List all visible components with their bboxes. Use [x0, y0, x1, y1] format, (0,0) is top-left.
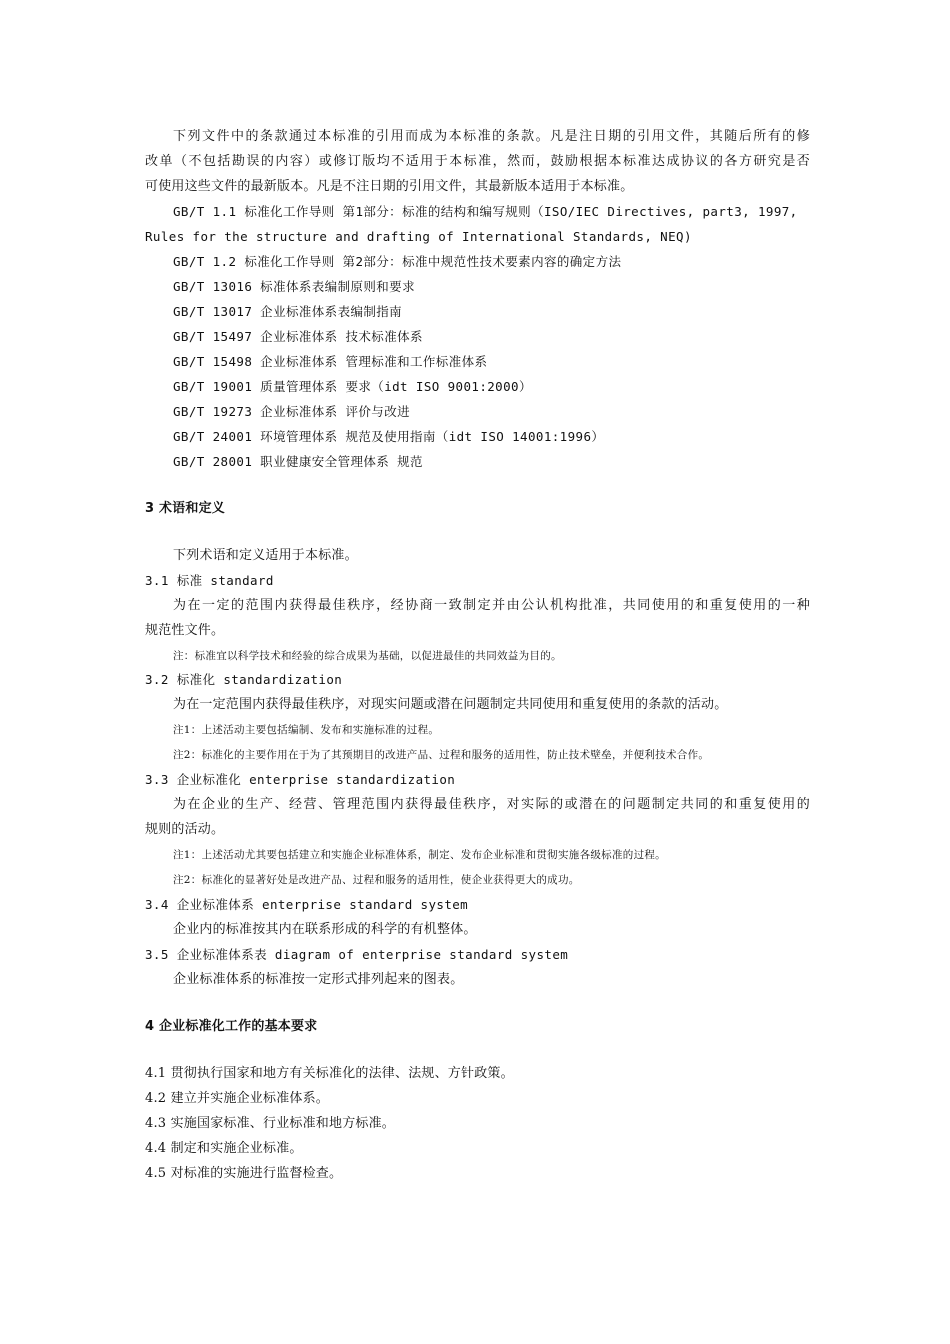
term-3-4-title: 3.4 企业标准体系 enterprise standard system [145, 897, 469, 912]
section-3-intro: 下列术语和定义适用于本标准。 [173, 548, 358, 563]
term-3-3-note-1: 注1：上述活动尤其要包括建立和实施企业标准体系，制定、发布企业标准和贯彻实施各级标准的过程。 [173, 849, 666, 861]
reference-item: GB/T 1.2 标准化工作导则 第2部分：标准中规范性技术要素内容的确定方法 [173, 254, 622, 269]
term-3-2-definition: 为在一定范围内获得最佳秩序，对现实问题或潜在问题制定共同使用和重复使用的条款的活动。 [173, 697, 728, 712]
reference-item: GB/T 13016 标准体系表编制原则和要求 [173, 279, 415, 294]
term-3-3-note-2: 注2：标准化的显著好处是改进产品、过程和服务的适用性，使企业获得更大的成功。 [173, 874, 580, 886]
requirement-item: 4.3 实施国家标准、行业标准和地方标准。 [145, 1116, 396, 1131]
term-3-2-note-2: 注2：标准化的主要作用在于为了其预期目的改进产品、过程和服务的适用性，防止技术壁垒，并便利技术合作。 [173, 749, 710, 761]
reference-item: GB/T 28001 职业健康安全管理体系 规范 [173, 454, 423, 469]
requirement-item: 4.5 对标准的实施进行监督检查。 [145, 1166, 343, 1181]
requirement-item: 4.4 制定和实施企业标准。 [145, 1141, 303, 1156]
reference-item: GB/T 15498 企业标准体系 管理标准和工作标准体系 [173, 354, 488, 369]
reference-item-continued: Rules for the structure and drafting of International Standards, NEQ) [145, 229, 692, 244]
reference-item: GB/T 13017 企业标准体系表编制指南 [173, 304, 403, 319]
intro-line-2: 改单（不包括勘误的内容）或修订版均不适用于本标准，然而，鼓励根据本标准达成协议的各方研究是否 [145, 154, 810, 169]
term-3-1-definition-line-1: 为在一定的范围内获得最佳秩序，经协商一致制定并由公认机构批准，共同使用的和重复使用的一种 [173, 598, 810, 613]
intro-line-1: 下列文件中的条款通过本标准的引用而成为本标准的条款。凡是注日期的引用文件，其随后所有的修 [173, 129, 810, 144]
term-3-3-definition-line-2: 规则的活动。 [145, 822, 225, 837]
term-3-5-title: 3.5 企业标准体系表 diagram of enterprise standard system [145, 947, 569, 962]
term-3-3-title: 3.3 企业标准化 enterprise standardization [145, 772, 456, 787]
requirement-item: 4.2 建立并实施企业标准体系。 [145, 1091, 330, 1106]
reference-item: GB/T 1.1 标准化工作导则 第1部分：标准的结构和编写规则（ISO/IEC Directives, part3, 1997, [173, 204, 798, 219]
term-3-1-note: 注：标准宜以科学技术和经验的综合成果为基础，以促进最佳的共同效益为目的。 [173, 650, 562, 662]
term-3-2-note-1: 注1：上述活动主要包括编制、发布和实施标准的过程。 [173, 724, 440, 736]
term-3-4-definition: 企业内的标准按其内在联系形成的科学的有机整体。 [173, 922, 477, 937]
term-3-1-title: 3.1 标准 standard [145, 573, 274, 588]
intro-line-3: 可使用这些文件的最新版本。凡是不注日期的引用文件，其最新版本适用于本标准。 [145, 179, 634, 194]
section-3-heading: 3 术语和定义 [145, 501, 225, 516]
reference-item: GB/T 19273 企业标准体系 评价与改进 [173, 404, 411, 419]
reference-item: GB/T 15497 企业标准体系 技术标准体系 [173, 329, 423, 344]
reference-item: GB/T 19001 质量管理体系 要求（idt ISO 9001:2000） [173, 379, 532, 394]
term-3-3-definition-line-1: 为在企业的生产、经营、管理范围内获得最佳秩序，对实际的或潜在的问题制定共同的和重复使用的 [173, 797, 810, 812]
term-3-5-definition: 企业标准体系的标准按一定形式排列起来的图表。 [173, 972, 464, 987]
term-3-1-definition-line-2: 规范性文件。 [145, 623, 225, 638]
term-3-2-title: 3.2 标准化 standardization [145, 672, 343, 687]
reference-item: GB/T 24001 环境管理体系 规范及使用指南（idt ISO 14001:1996） [173, 429, 605, 444]
requirement-item: 4.1 贯彻执行国家和地方有关标准化的法律、法规、方针政策。 [145, 1066, 514, 1081]
section-4-heading: 4 企业标准化工作的基本要求 [145, 1019, 318, 1034]
